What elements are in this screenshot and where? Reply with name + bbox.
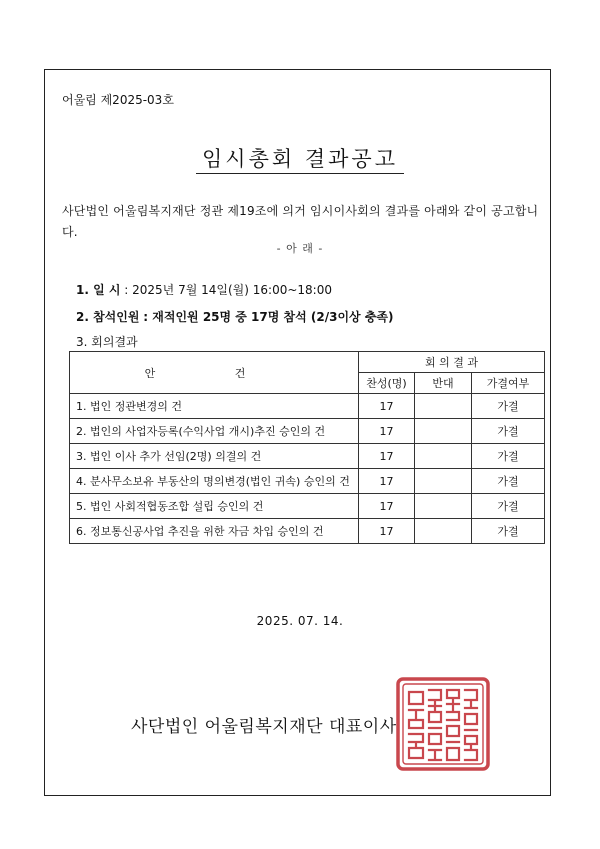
results-heading: 3. 회의결과 xyxy=(76,335,138,349)
decision-cell: 가결 xyxy=(472,519,545,544)
header-for: 찬성(명) xyxy=(359,373,415,394)
intro-paragraph: 사단법인 어울림복지재단 정관 제19조에 의거 임시이사회의 결과를 아래와 같이 공고합니다. xyxy=(62,204,539,239)
decision-cell: 가결 xyxy=(472,419,545,444)
issue-date: 2025. 07. 14. xyxy=(256,614,344,628)
for-cell: 17 xyxy=(359,469,415,494)
decision-cell: 가결 xyxy=(472,444,545,469)
decision-cell: 가결 xyxy=(472,494,545,519)
table-row xyxy=(70,419,545,444)
agenda-cell: 6. 정보통신공사업 추진을 위한 자금 차입 승인의 건 xyxy=(70,519,359,544)
header-result: 회 의 결 과 xyxy=(359,352,545,373)
attendance-label: 2. 참석인원 xyxy=(76,310,140,324)
decision-cell: 가결 xyxy=(472,394,545,419)
signer-name: 사단법인 어울림복지재단 대표이사 xyxy=(131,717,397,737)
meeting-date-value: : 2025년 7월 14일(월) 16:00~18:00 xyxy=(124,283,332,297)
for-cell: 17 xyxy=(359,419,415,444)
decision-cell: 가결 xyxy=(472,469,545,494)
results-table xyxy=(69,351,545,544)
official-seal xyxy=(395,676,491,772)
attendance-item xyxy=(76,308,394,325)
against-cell xyxy=(415,469,472,494)
for-cell: 17 xyxy=(359,394,415,419)
attendance-value: : 재적인원 25명 중 17명 참석 (2/3이상 충족) xyxy=(143,310,394,324)
table-row xyxy=(70,494,545,519)
table-header-row xyxy=(70,352,545,373)
table-row xyxy=(70,394,545,419)
for-cell: 17 xyxy=(359,494,415,519)
agenda-cell: 2. 법인의 사업자등록(수익사업 개시)추진 승인의 건 xyxy=(70,419,359,444)
table-row xyxy=(70,469,545,494)
meeting-date-item xyxy=(76,281,332,298)
against-cell xyxy=(415,444,472,469)
for-cell: 17 xyxy=(359,519,415,544)
table-row xyxy=(70,444,545,469)
below-note: - 아 래 - xyxy=(276,242,324,255)
against-cell xyxy=(415,419,472,444)
agenda-cell: 5. 법인 사회적협동조합 설립 승인의 건 xyxy=(70,494,359,519)
agenda-cell: 3. 법인 이사 추가 선임(2명) 의결의 건 xyxy=(70,444,359,469)
header-agenda: 안 건 xyxy=(70,352,359,394)
page-title xyxy=(0,143,600,173)
title-text: 임시총회 결과공고 xyxy=(196,147,404,174)
document-number: 어울림 제2025-03호 xyxy=(62,93,174,107)
agenda-cell: 1. 법인 정관변경의 건 xyxy=(70,394,359,419)
for-cell: 17 xyxy=(359,444,415,469)
meeting-date-label: 1. 일 시 xyxy=(76,283,121,297)
agenda-cell: 4. 분사무소보유 부동산의 명의변경(법인 귀속) 승인의 건 xyxy=(70,469,359,494)
against-cell xyxy=(415,494,472,519)
header-against: 반대 xyxy=(415,373,472,394)
against-cell xyxy=(415,519,472,544)
header-decision: 가결여부 xyxy=(472,373,545,394)
against-cell xyxy=(415,394,472,419)
table-row xyxy=(70,519,545,544)
